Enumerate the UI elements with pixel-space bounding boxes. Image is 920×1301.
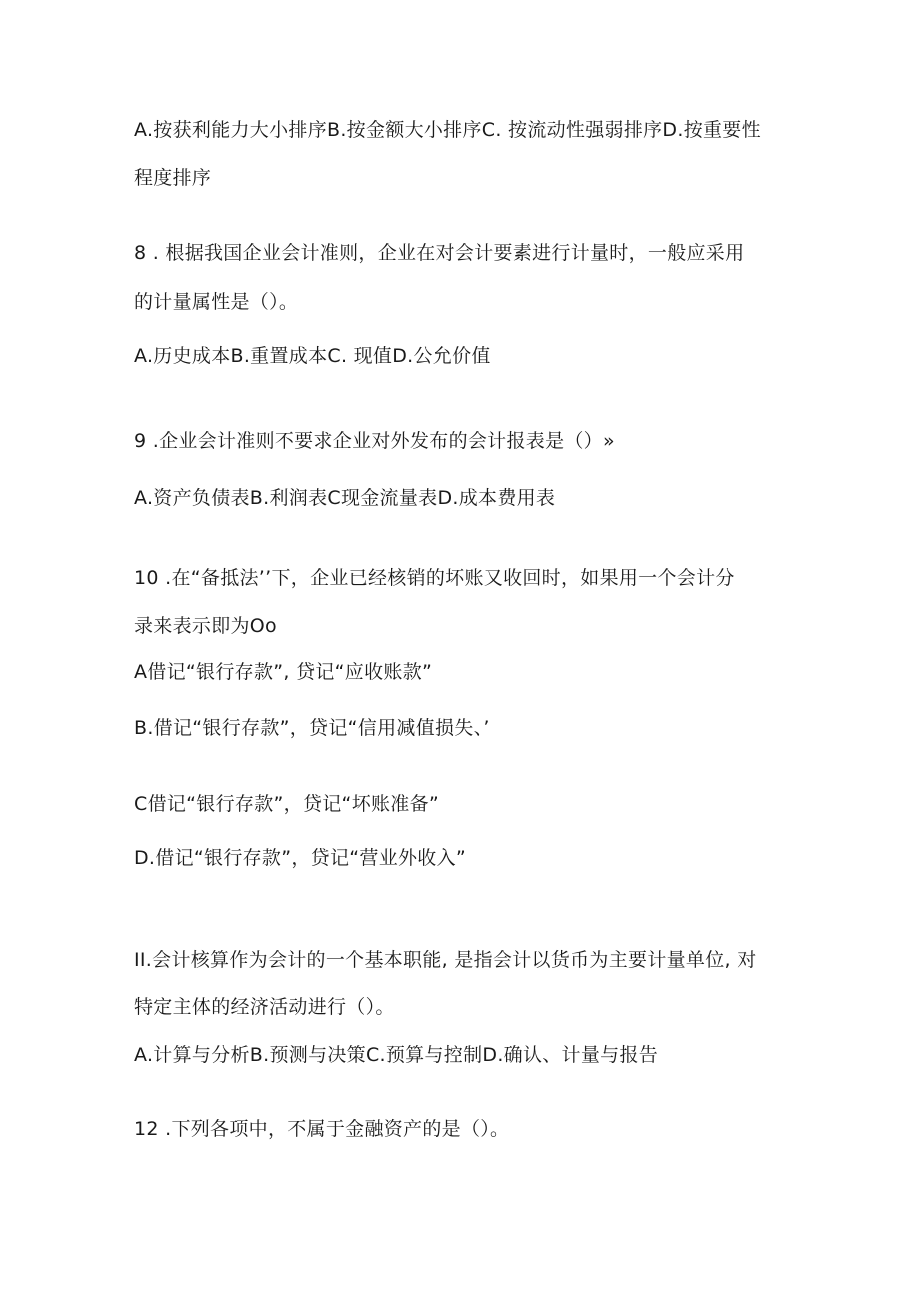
q8-question-line-2: 的计量属性是（）。 [134,291,299,313]
q8-options: A.历史成本B.重置成本C. 现值D.公允价值 [134,345,491,367]
q7-options-line-1: A.按获利能力大小排序B.按金额大小排序C. 按流动性强弱排序D.按重要性 [134,119,761,141]
q11-options: A.计算与分析B.预测与决策C.预算与控制D.确认、计量与报告 [134,1044,659,1066]
q9-question: 9 .企业会计准则不要求企业对外发布的会计报表是（）» [134,430,615,452]
q11-question-line-2: 特定主体的经济活动进行（）。 [134,996,395,1018]
q9-options: A.资产负债表B.利润表C现金流量表D.成本费用表 [134,487,556,509]
q10-option-b: B.借记“银行存款”，贷记“信用减值损失、’ [134,717,490,739]
q7-options-line-2: 程度排序 [134,167,212,189]
q10-question-line-2: 录来表示即为Oo [134,615,277,637]
q10-option-a: A借记“银行存款”, 贷记“应收账款” [134,661,433,683]
q10-option-c: C借记“银行存款”，贷记“坏账准备” [134,793,440,815]
q12-question: 12 .下列各项中，不属于金融资产的是（）。 [134,1118,510,1140]
q10-option-d: D.借记“银行存款”，贷记“营业外收入” [134,847,467,869]
q10-question-line-1: 10 .在“备抵法’’下，企业已经核销的坏账又收回时，如果用一个会计分 [134,567,735,589]
q8-question-line-1: 8 . 根据我国企业会计准则，企业在对会计要素进行计量时，一般应采用 [134,242,745,264]
q11-question-line-1: II.会计核算作为会计的一个基本职能, 是指会计以货币为主要计量单位, 对 [134,949,757,971]
